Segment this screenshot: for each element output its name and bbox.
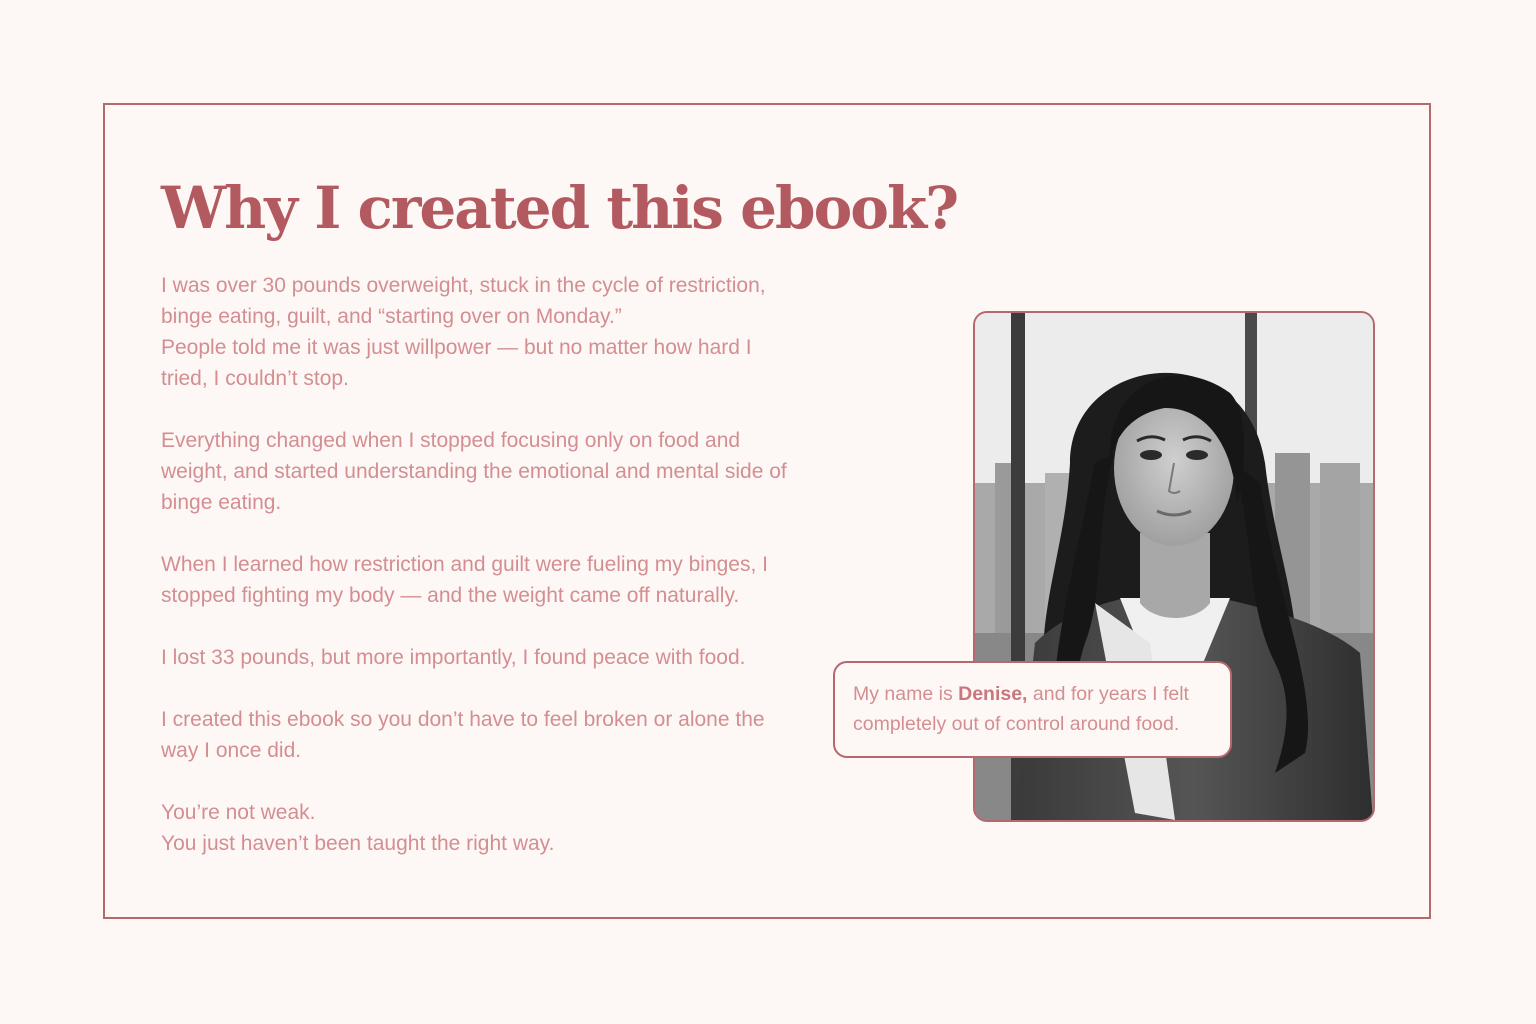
paragraph: [161, 549, 851, 611]
text-line: weight, and started understanding the emotional and mental side of: [161, 460, 787, 483]
text-line: I lost 33 pounds, but more importantly, I found peace with food.: [161, 646, 746, 669]
paragraph: [161, 270, 851, 394]
name-caption: [833, 661, 1232, 758]
paragraph: [161, 704, 851, 766]
text-line: stopped fighting my body — and the weight came off naturally.: [161, 584, 740, 607]
text-line: tried, I couldn’t stop.: [161, 367, 349, 390]
paragraph: [161, 642, 851, 673]
text-line: You just haven’t been taught the right way.: [161, 832, 555, 855]
body-text: [161, 270, 851, 859]
caption-line-2: completely out of control around food.: [853, 713, 1180, 735]
caption-prefix: My name is: [853, 683, 959, 705]
text-line: way I once did.: [161, 739, 302, 762]
text-line: Everything changed when I stopped focusing only on food and: [161, 429, 741, 452]
paragraph: [161, 797, 851, 859]
caption-name: Denise,: [958, 683, 1028, 705]
text-line: I was over 30 pounds overweight, stuck in the cycle of restriction,: [161, 274, 766, 297]
text-line: I created this ebook so you don’t have to feel broken or alone the: [161, 708, 765, 731]
text-line: When I learned how restriction and guilt were fueling my binges, I: [161, 553, 768, 576]
text-line: binge eating, guilt, and “starting over on Monday.”: [161, 305, 622, 328]
text-line: binge eating.: [161, 491, 282, 514]
text-line: You’re not weak.: [161, 801, 316, 824]
caption-suffix: and for years I felt: [1027, 683, 1189, 705]
page-title: Why I created this ebook?: [161, 174, 958, 242]
paragraph: [161, 425, 851, 518]
text-line: People told me it was just willpower — but no matter how hard I: [161, 336, 752, 359]
